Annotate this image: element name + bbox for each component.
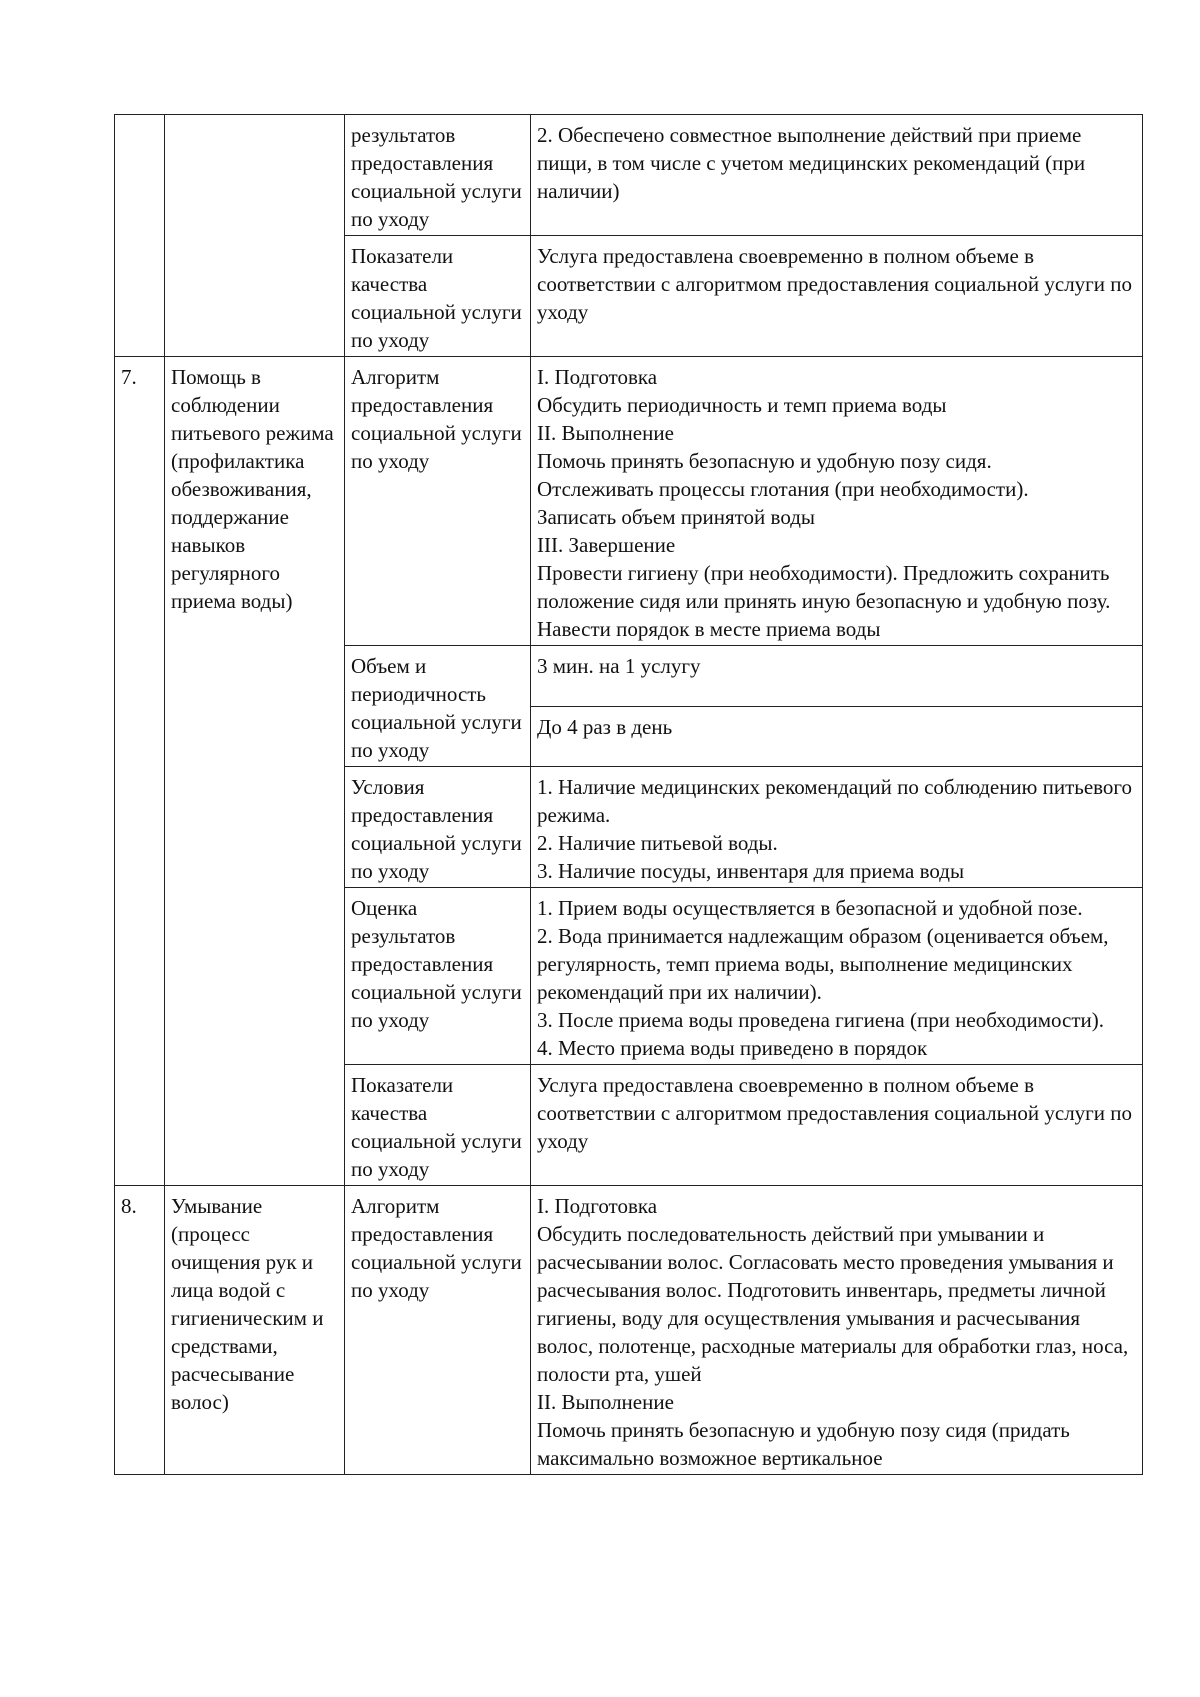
service-name-cell: Умывание (процесс очищения рук и лица водой с гигиеническим и средствами, расчесывание волос) bbox=[165, 1186, 345, 1475]
service-name-cell: Помощь в соблюдении питьевого режима (профилактика обезвоживания, поддержание навыков регулярного приема воды) bbox=[165, 357, 345, 1186]
table-row bbox=[115, 1186, 1143, 1475]
text-line: Помочь принять безопасную и удобную позу сидя (придать максимально возможное вертикальное bbox=[537, 1418, 1070, 1470]
text-line: I. Подготовка bbox=[537, 1194, 658, 1218]
value-cell-volume: 3 мин. на 1 услугу bbox=[531, 646, 1143, 707]
value-cell-algorithm bbox=[531, 1186, 1143, 1475]
text-line: Обсудить периодичность и темп приема воды bbox=[537, 393, 947, 417]
text-line: 2. Вода принимается надлежащим образом (оценивается объем, регулярность, темп приема воды, выполнение медицинских рекомендаций при их наличии). bbox=[537, 924, 1109, 1004]
table-row bbox=[115, 357, 1143, 646]
number-cell bbox=[115, 115, 165, 357]
text-line: 3. После приема воды проведена гигиена (при необходимости). bbox=[537, 1008, 1104, 1032]
text-line: Обсудить последовательность действий при умывании и расчесывании волос. Согласовать место проведения умывания и расчесывания волос. Подготовить инвентарь, предметы личной гигиены, воду для осуществления умывания и расчесывания волос, полотенце, расходные материалы для обработки глаз, носа, полости рта, ушей bbox=[537, 1222, 1129, 1386]
text-line: II. Выполнение bbox=[537, 1390, 674, 1414]
param-cell-algorithm: Алгоритм предоставления социальной услуги по уходу bbox=[345, 1186, 531, 1475]
param-cell-quality: Показатели качества социальной услуги по уходу bbox=[345, 1065, 531, 1186]
param-cell-evaluation: Оценка результатов предоставления социальной услуги по уходу bbox=[345, 888, 531, 1065]
text-line: Провести гигиену (при необходимости). Предложить сохранить положение сидя или принять иную безопасную и удобную позу. Навести порядок в месте приема воды bbox=[537, 561, 1111, 641]
param-cell-algorithm: Алгоритм предоставления социальной услуги по уходу bbox=[345, 357, 531, 646]
text-line: Отслеживать процессы глотания (при необходимости). bbox=[537, 477, 1029, 501]
services-table bbox=[114, 114, 1143, 1475]
number-cell: 7. bbox=[115, 357, 165, 1186]
service-name-cell bbox=[165, 115, 345, 357]
text-line: I. Подготовка bbox=[537, 365, 658, 389]
value-cell-frequency: До 4 раз в день bbox=[531, 706, 1143, 767]
value-cell-quality: Услуга предоставлена своевременно в полном объеме в соответствии с алгоритмом предоставления социальной услуги по уходу bbox=[531, 236, 1143, 357]
text-line: 4. Место приема воды приведено в порядок bbox=[537, 1036, 928, 1060]
value-cell-quality: Услуга предоставлена своевременно в полном объеме в соответствии с алгоритмом предоставления социальной услуги по уходу bbox=[531, 1065, 1143, 1186]
table-row bbox=[115, 115, 1143, 236]
value-cell-algorithm bbox=[531, 357, 1143, 646]
text-line: Записать объем принятой воды bbox=[537, 505, 816, 529]
value-cell-evaluation: 2. Обеспечено совместное выполнение действий при приеме пищи, в том числе с учетом медицинских рекомендаций (при наличии) bbox=[531, 115, 1143, 236]
text-line: Помочь принять безопасную и удобную позу сидя. bbox=[537, 449, 992, 473]
param-cell-conditions: Условия предоставления социальной услуги по уходу bbox=[345, 767, 531, 888]
param-cell-evaluation: результатов предоставления социальной услуги по уходу bbox=[345, 115, 531, 236]
text-line: 2. Наличие питьевой воды. bbox=[537, 831, 778, 855]
text-line: 1. Наличие медицинских рекомендаций по соблюдению питьевого режима. bbox=[537, 775, 1133, 827]
text-line: 1. Прием воды осуществляется в безопасной и удобной позе. bbox=[537, 896, 1083, 920]
number-cell: 8. bbox=[115, 1186, 165, 1475]
text-line: III. Завершение bbox=[537, 533, 676, 557]
value-cell-evaluation bbox=[531, 888, 1143, 1065]
value-cell-conditions bbox=[531, 767, 1143, 888]
param-cell-quality: Показатели качества социальной услуги по уходу bbox=[345, 236, 531, 357]
text-line: II. Выполнение bbox=[537, 421, 674, 445]
param-cell-volume: Объем и периодичность социальной услуги по уходу bbox=[345, 646, 531, 767]
text-line: 3. Наличие посуды, инвентаря для приема воды bbox=[537, 859, 965, 883]
